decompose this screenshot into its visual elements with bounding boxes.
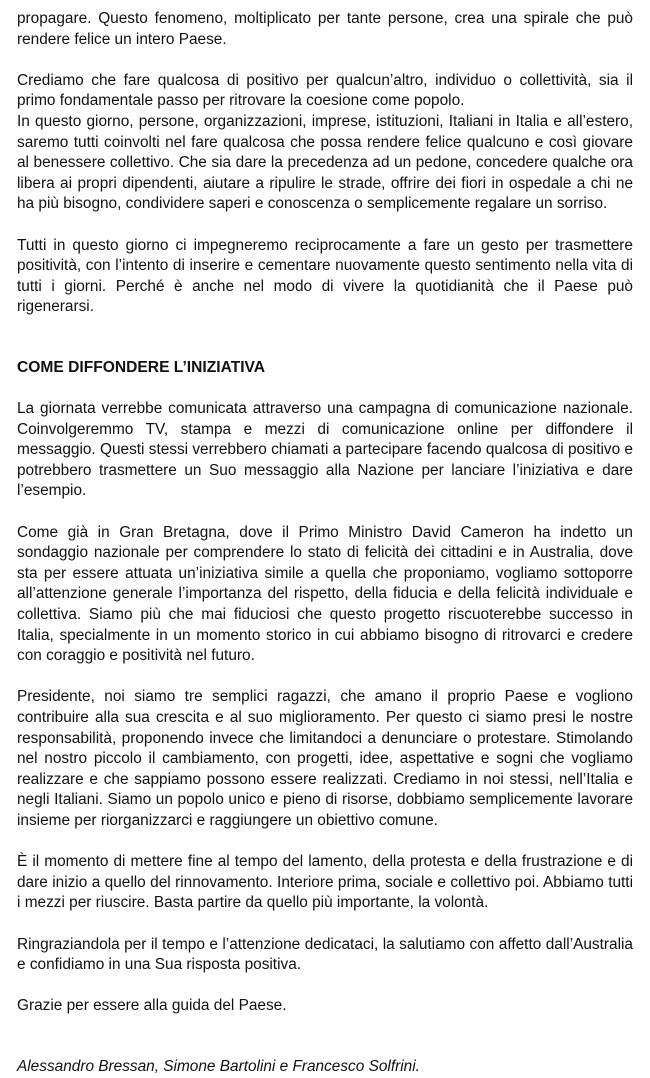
paragraph-international-examples: Come già in Gran Bretagna, dove il Primo Ministro David Cameron ha indetto un sondaggio nazionale per comprendere lo stato di felicità dei cittadini e in Australia, dove sta per essere attuata un’iniziativa simile a quella che proponiamo, vogliamo sottoporre all’attenzione generale l’importanza del rispetto, della fiducia e della felicità individuale e collettiva. Siamo più che mai fiduciosi che questo progetto riscuoterebbe successo in Italia, specialmente in un momento storico in cui abbiamo bisogno di ritrovarci e credere con coraggio e positività nel futuro. <box>17 523 633 665</box>
paragraph-closing: Grazie per essere alla guida del Paese. <box>17 997 287 1015</box>
paragraph-president-address: Presidente, noi siamo tre semplici ragazzi, che amano il proprio Paese e vogliono contribuire alla sua crescita e al suo miglioramento. Per questo ci siamo presi le nostre responsabilità, proponendo invece che limitandoci a denunciare o protestare. Stimolando nel nostro piccolo il cambiamento, con progetti, idee, aspettative e sogni che vogliamo realizzare e che sappiamo possono essere realizzati. Crediamo in noi stessi, nell’Italia e negli Italiani. Siamo un popolo unico e pieno di risorse, dobbiamo semplicemente lavorare insieme per riorganizzarci e raggiungere un obiettivo comune. <box>17 688 633 829</box>
document-page <box>17 9 633 1078</box>
section-heading: COME DIFFONDERE L’INIZIATIVA <box>17 358 266 376</box>
paragraph-renewal: È il momento di mettere fine al tempo del lamento, della protesta e della frustrazione e di dare inizio a quello del rinnovamento. Interiore prima, sociale e collettivo poi. Abbiamo tutti i mezzi per riuscire. Basta partire da quello più importante, la volontà. <box>17 853 633 912</box>
signature: Alessandro Bressan, Simone Bartolini e Francesco Solfrini. <box>17 1057 420 1075</box>
paragraph-thanks: Ringraziandola per il tempo e l’attenzione dedicataci, la salutiamo con affetto dall’Australia e confidiamo in una Sua risposta positiva. <box>17 935 633 974</box>
paragraph-communication-campaign: La giornata verrebbe comunicata attraverso una campagna di comunicazione nazionale. Coinvolgeremmo TV, stampa e mezzi di comunicazione online per diffondere il messaggio. Questi stessi verrebbero chiamati a partecipare facendo qualcosa di positivo e potrebbero trasmettere un Suo messaggio alla Nazione per lanciare l’iniziativa e dare l’esempio. <box>17 400 633 500</box>
paragraph-day-involvement: In questo giorno, persone, organizzazioni, imprese, istituzioni, Italiani in Italia e all’estero, saremo tutti coinvolti nel fare qualcosa che possa rendere felice qualcuno e così giovare al benessere collettivo. Che sia dare la precedenza ad un pedone, concedere qualche ora libera ai propri dipendenti, aiutare a ripulire le strade, offrire dei fiori in ospedale a chi ne ha più bisogno, condividere saperi e conoscenza o semplicemente regalare un sorriso. <box>17 112 633 213</box>
paragraph-commitment: Tutti in questo giorno ci impegneremo reciprocamente a fare un gesto per trasmettere positività, con l’intento di inserire e cementare nuovamente questo sentimento nella vita di tutti i giorni. Perché è anche nel modo di vivere la quotidianità che il Paese può rigenerarsi. <box>17 236 633 316</box>
paragraph-positive-action: Crediamo che fare qualcosa di positivo per qualcun’altro, individuo o collettività, sia il primo fondamentale passo per ritrovare la coesione come popolo. <box>17 71 633 110</box>
paragraph-spiral-effect: propagare. Questo fenomeno, moltiplicato per tante persone, crea una spirale che può rendere felice un intero Paese. <box>17 10 633 48</box>
